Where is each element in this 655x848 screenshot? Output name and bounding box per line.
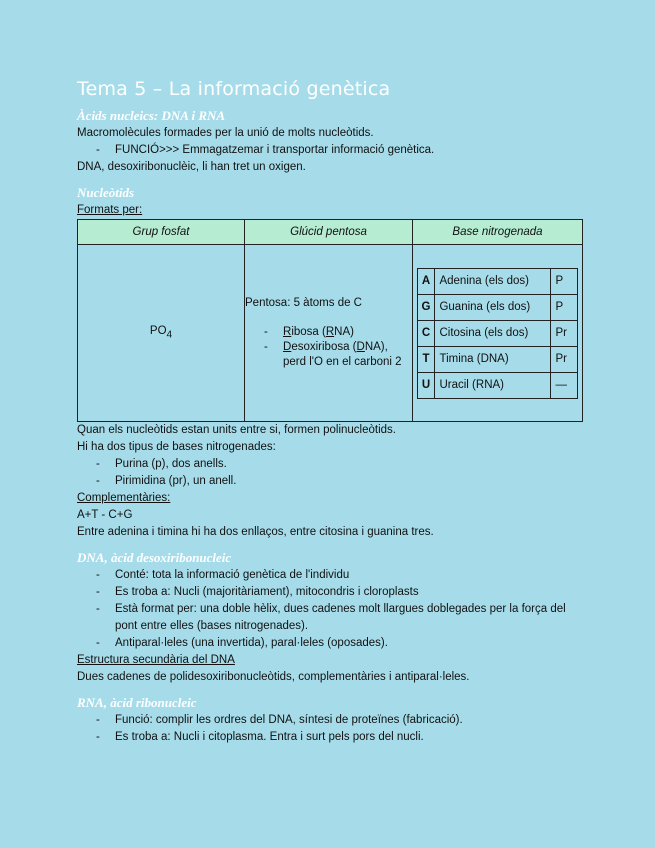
bullet-list [77,712,583,746]
pentose-intro: Pentosa: 5 àtoms de C [245,297,362,309]
bullet-list [77,567,583,652]
phosphate-cell: $PO_4$ [78,245,245,422]
section-heading-nucleic-acids: Àcids nucleics: DNA i RNA [77,108,226,123]
list-item: - Funció: complir les ordres del DNA, síntesi de proteïnes (fabricació). [96,714,463,726]
list-item: - FUNCIÓ>>> Emmagatzemar i transportar informació genètica. [96,144,435,156]
table-row: A Adenina (els dos) P [417,268,578,294]
table-row: T Timina (DNA) Pr [417,346,578,372]
paragraph: Dues cadenes de polidesoxiribonucleòtids, complementàries i antiparal·leles. [77,671,470,683]
list-item: - Desoxiribosa (DNA), perd l'O en el carboni 2 [264,341,402,368]
table-row: U Uracil (RNA) — [417,372,578,398]
list-item: - Pirimidina (pr), un anell. [96,475,237,487]
subheading-formats: Formats per: [77,204,143,216]
table-header: Glúcid pentosa [245,220,413,245]
paragraph: Entre adenina i timina hi ha dos enllaços, entre citosina i guanina tres. [77,526,434,538]
bullet-list [77,456,583,490]
list-item: - Ribosa (RNA) [264,326,354,338]
paragraph: A+T - C+G [77,509,133,521]
base-cell [413,245,583,422]
table-header: Grup fosfat [78,220,245,245]
list-item: - Es troba a: Nucli i citoplasma. Entra i surt pels pors del nucli. [96,731,424,743]
pentose-list [245,325,412,370]
subheading-dna-structure: Estructura secundària del DNA [77,654,235,666]
paragraph: Hi ha dos tipus de bases nitrogenades: [77,441,276,453]
bullet-list [77,142,583,159]
table-header: Base nitrogenada [413,220,583,245]
table-row: G Guanina (els dos) P [417,294,578,320]
subheading-complementary: Complementàries: [77,492,171,504]
page-title: Tema 5 – La informació genètica [77,78,391,100]
paragraph: DNA, desoxiribonuclèic, li han tret un oxigen. [77,161,306,173]
list-item: - Es troba a: Nucli (majoritàriament), mitocondris i cloroplasts [96,586,419,598]
section-heading-dna: DNA, àcid desoxiribonucleic [77,550,232,565]
list-item: - Purina (p), dos anells. [96,458,227,470]
table-row: C Citosina (els dos) Pr [417,320,578,346]
paragraph: Quan els nucleòtids estan units entre si, formen polinucleòtids. [77,424,396,436]
list-item: - Conté: tota la informació genètica de l'individu [96,569,350,581]
pentose-cell [245,245,413,422]
bases-table [417,268,579,399]
paragraph: Macromolècules formades per la unió de molts nucleòtids. [77,127,374,139]
list-item: - Està format per: una doble hèlix, dues cadenes molt llargues doblegades per la força del pont entre elles (bases nitrogenades). [96,603,566,632]
section-heading-rna: RNA, àcid ribonucleic [77,695,197,710]
list-item: - Antiparal·leles (una invertida), paral·leles (oposades). [96,637,388,649]
nucleotide-table [77,219,583,422]
document-page [77,78,583,746]
section-heading-nucleotides: Nucleòtids [77,185,135,200]
